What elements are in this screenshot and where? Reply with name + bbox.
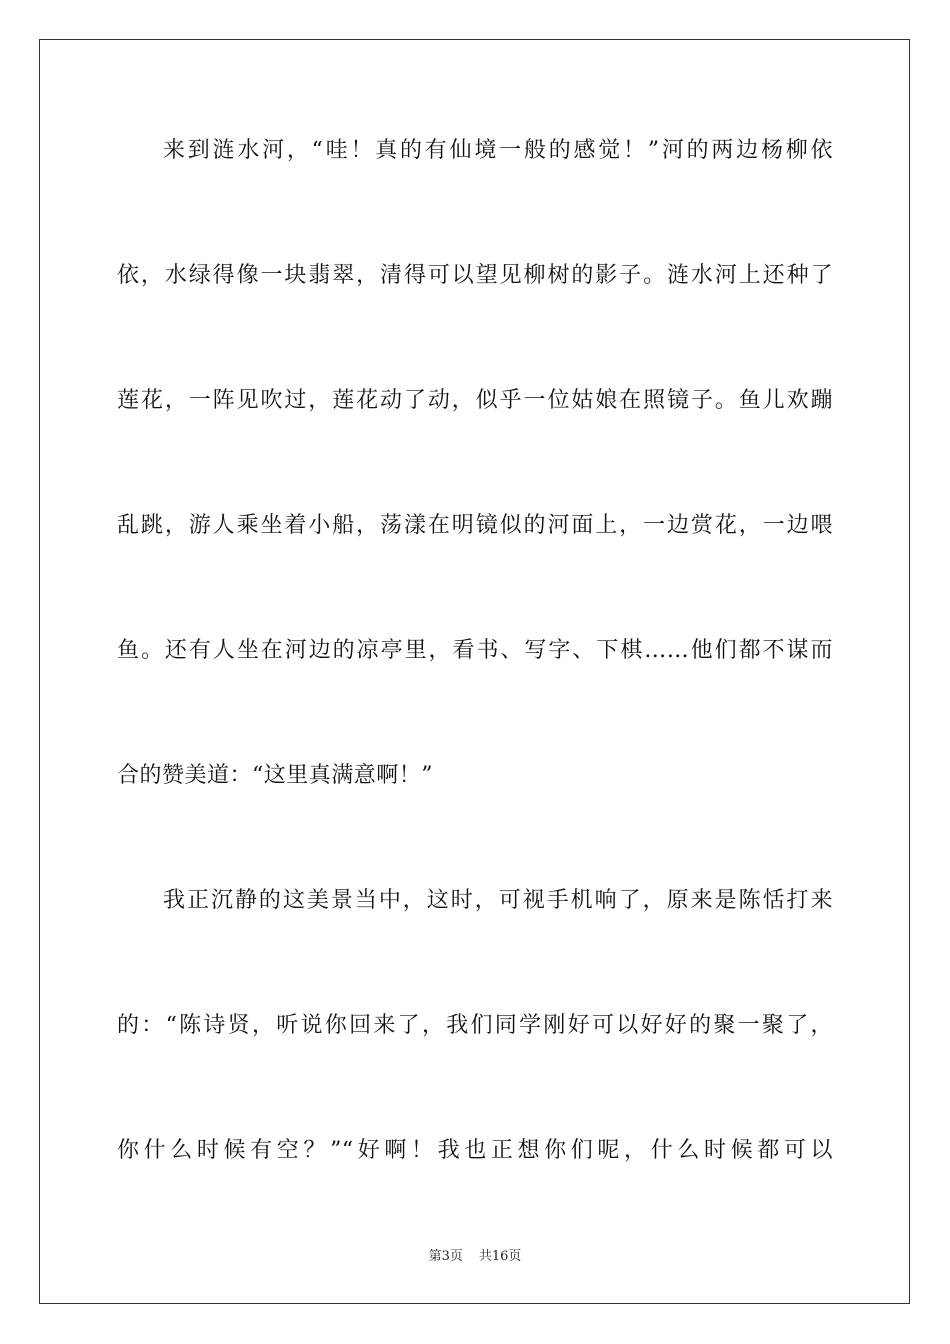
paragraph-1-line-2: 依，水绿得像一块翡翠，清得可以望见柳树的影子。涟水河上还种了 <box>117 263 833 288</box>
page-footer <box>0 1249 950 1265</box>
page-number: 第3页 <box>428 1249 463 1264</box>
paragraph-2-line-1: 我正沉静的这美景当中，这时，可视手机响了，原来是陈恬打来 <box>163 888 833 913</box>
paragraph-1-line-1: 来到涟水河，“哇！真的有仙境一般的感觉！”河的两边杨柳依 <box>163 138 833 163</box>
paragraph-2-line-2: 的：“陈诗贤，听说你回来了，我们同学刚好可以好好的聚一聚了， <box>117 1013 833 1038</box>
paragraph-1-line-6: 合的赞美道：“这里真满意啊！” <box>117 763 433 788</box>
paragraph-1-line-3: 莲花，一阵见吹过，莲花动了动，似乎一位姑娘在照镜子。鱼儿欢蹦 <box>117 388 833 413</box>
total-pages: 共16页 <box>478 1249 522 1264</box>
paragraph-2-line-3: 你什么时候有空？”“好啊！我也正想你们呢，什么时候都可以 <box>117 1138 833 1163</box>
paragraph-1-line-5: 鱼。还有人坐在河边的凉亭里，看书、写字、下棋……他们都不谋而 <box>117 638 833 663</box>
paragraph-1-line-4: 乱跳，游人乘坐着小船，荡漾在明镜似的河面上，一边赏花，一边喂 <box>117 513 833 538</box>
page-frame <box>39 39 910 1304</box>
